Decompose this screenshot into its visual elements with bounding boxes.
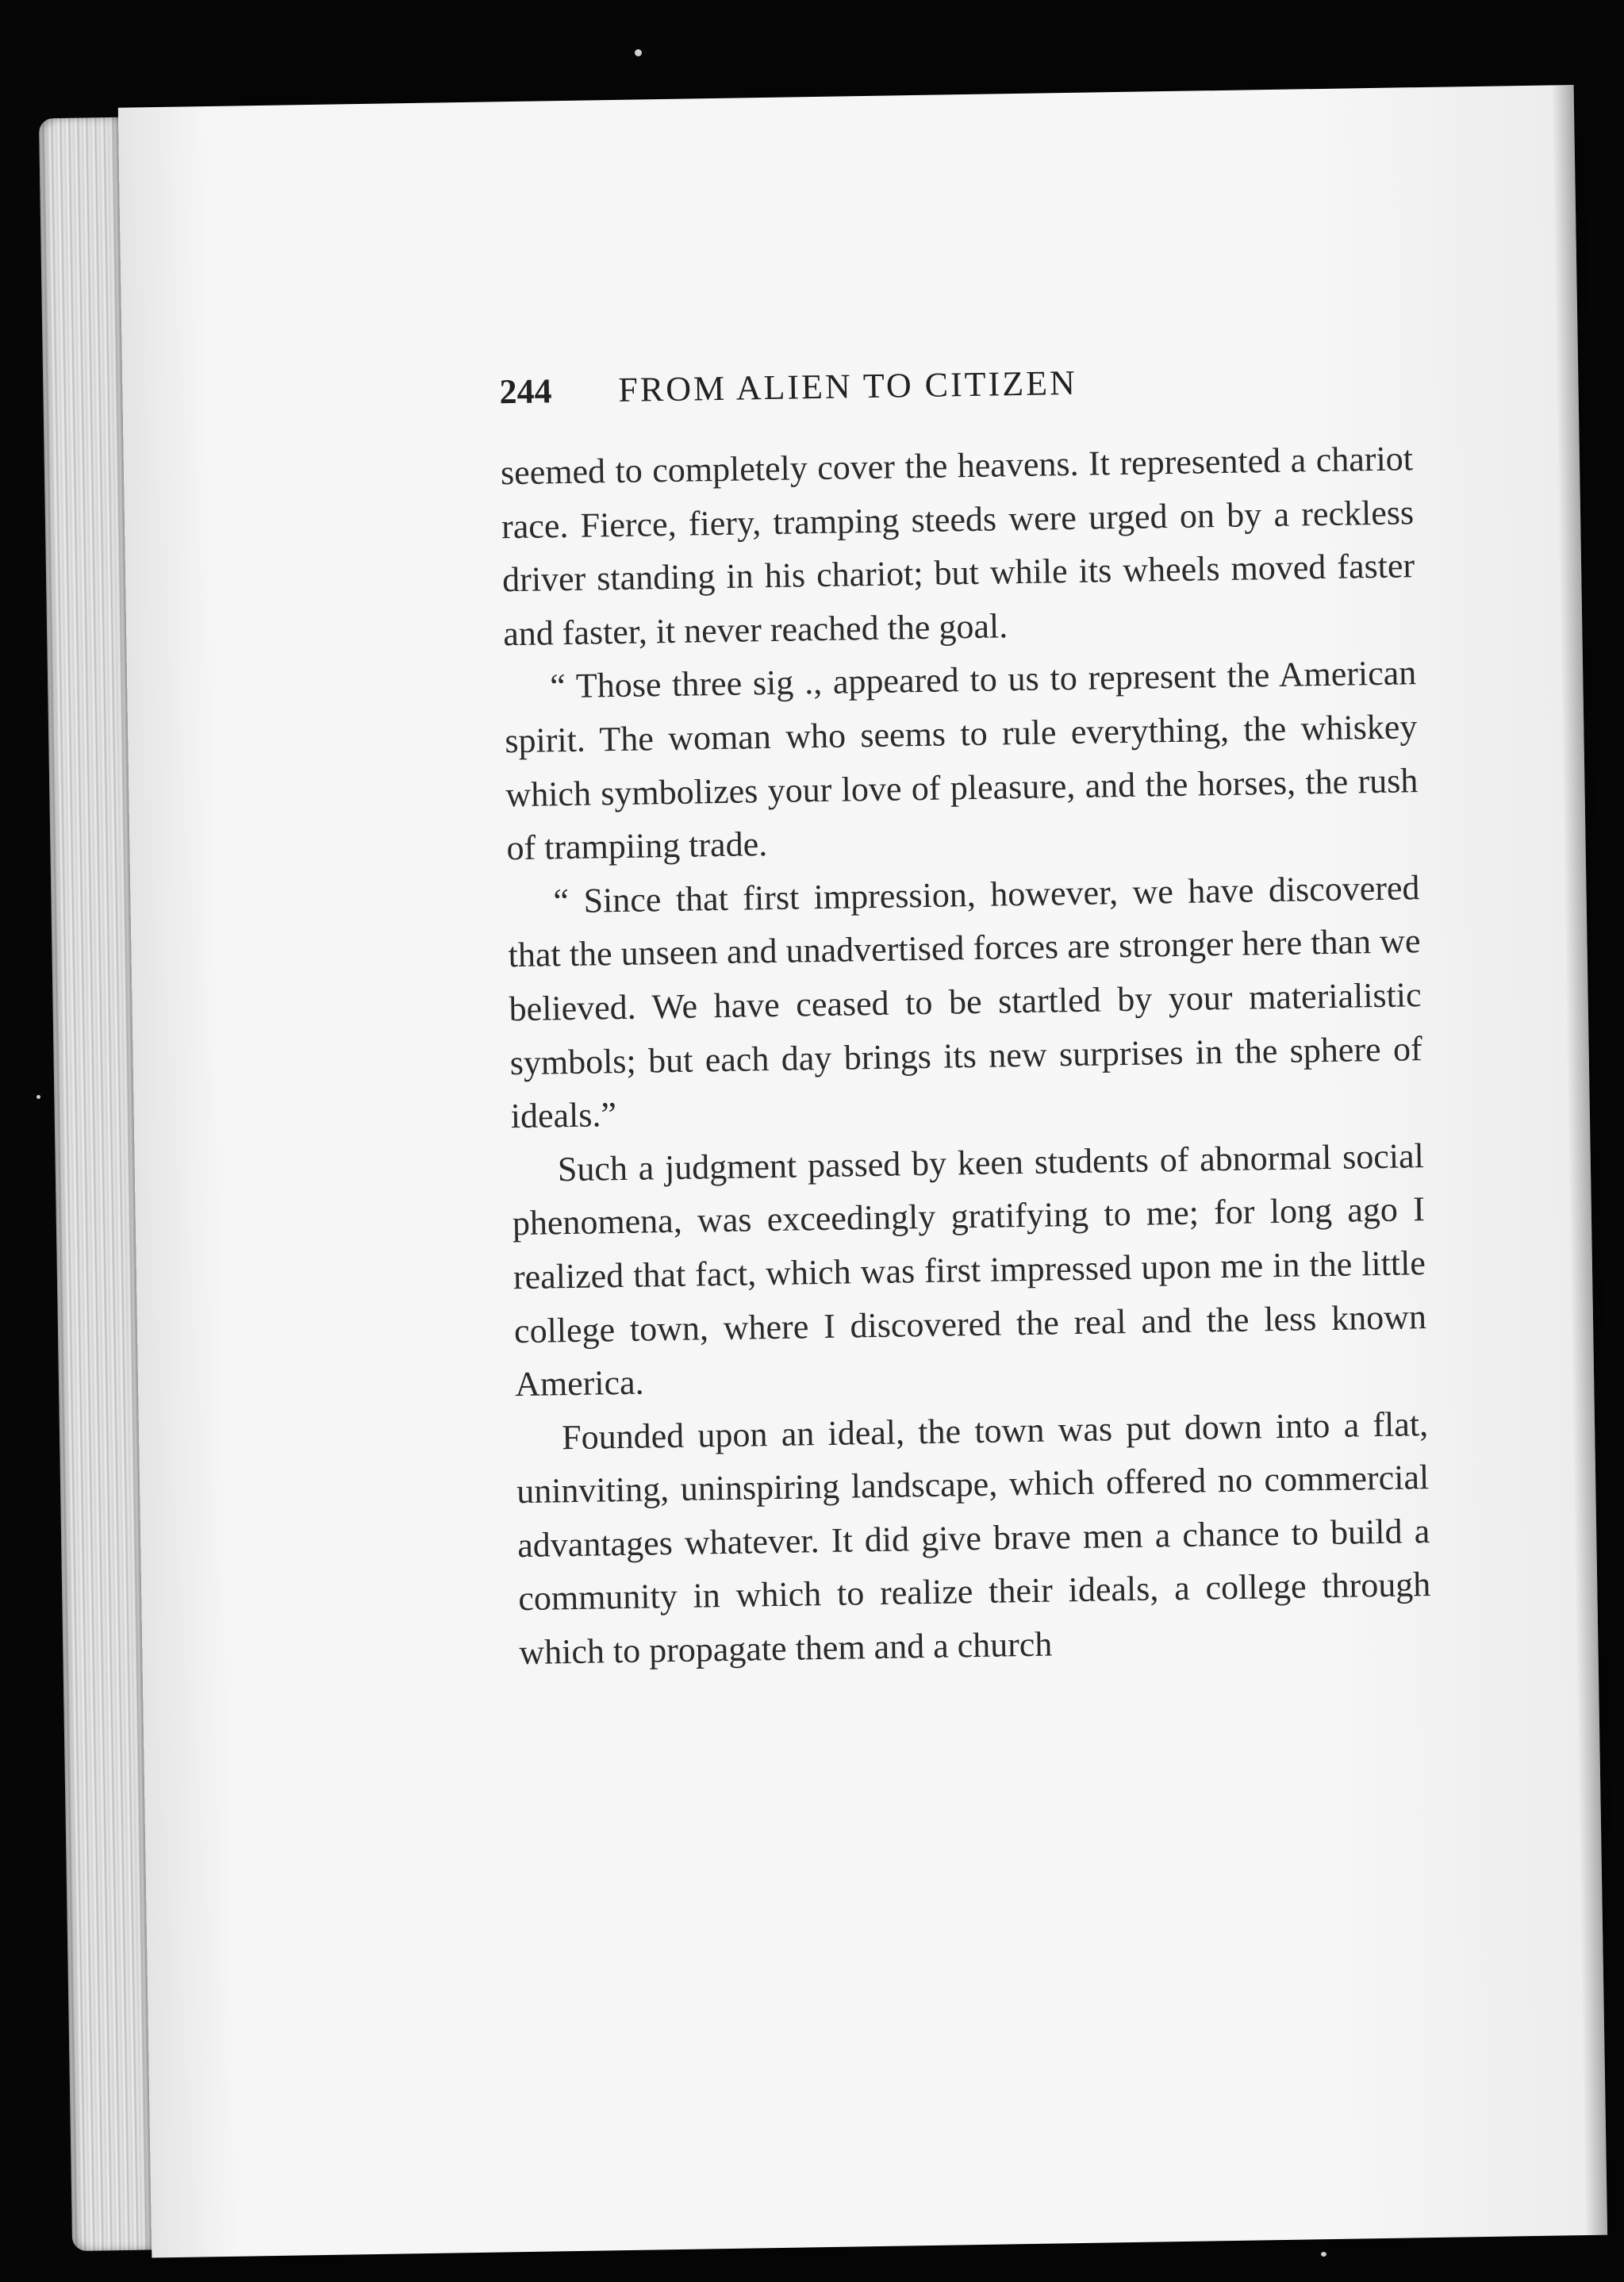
running-title: FROM ALIEN TO CITIZEN	[618, 363, 1078, 409]
dust-speck	[1321, 2252, 1326, 2257]
paragraph-3: “ Since that first impression, however, we have discovered that the unseen and unadvertised forces are stronger here than we believed. We have ceased to be startled by your materialistic symbols; but each day brings its new surprises in the sphere of ideals.”	[508, 867, 1422, 1136]
spine-shadow	[1552, 85, 1608, 2235]
open-book	[39, 85, 1607, 2263]
paragraph-4: Such a judgment passed by keen students of abnormal social phenomena, was exceedingly gratifying to me; for long ago I realized that fact, which was first impressed upon me in the little college town, where I discovered the real and the less known America.	[512, 1135, 1427, 1404]
page-number: 244	[499, 371, 552, 412]
paragraph-5: Founded upon an ideal, the town was put down into a flat, uninviting, uninspiring landscape, which offered no commercial advantages whatever. It did give brave men a chance to build a community in which to realize their ideals, a college through which to propagate them and a church	[516, 1404, 1431, 1673]
dust-speck	[36, 1095, 40, 1099]
paragraph-2: “ Those three sig ., appeared to us to represent the American spirit. The woman who seems to rule everything, the whiskey which symbolizes your love of pleasure, and the horses, the rush of trampiing trade.	[504, 653, 1419, 868]
running-head	[499, 357, 1412, 441]
text-block	[499, 357, 1432, 1680]
dust-speck	[635, 49, 642, 56]
paragraph-1: seemed to completely cover the heavens. It represented a chariot race. Fierce, fiery, tramping steeds were urged on by a reckless driver standing in his chariot; but while its wheels moved faster and faster, it never reached the goal.	[500, 439, 1415, 654]
